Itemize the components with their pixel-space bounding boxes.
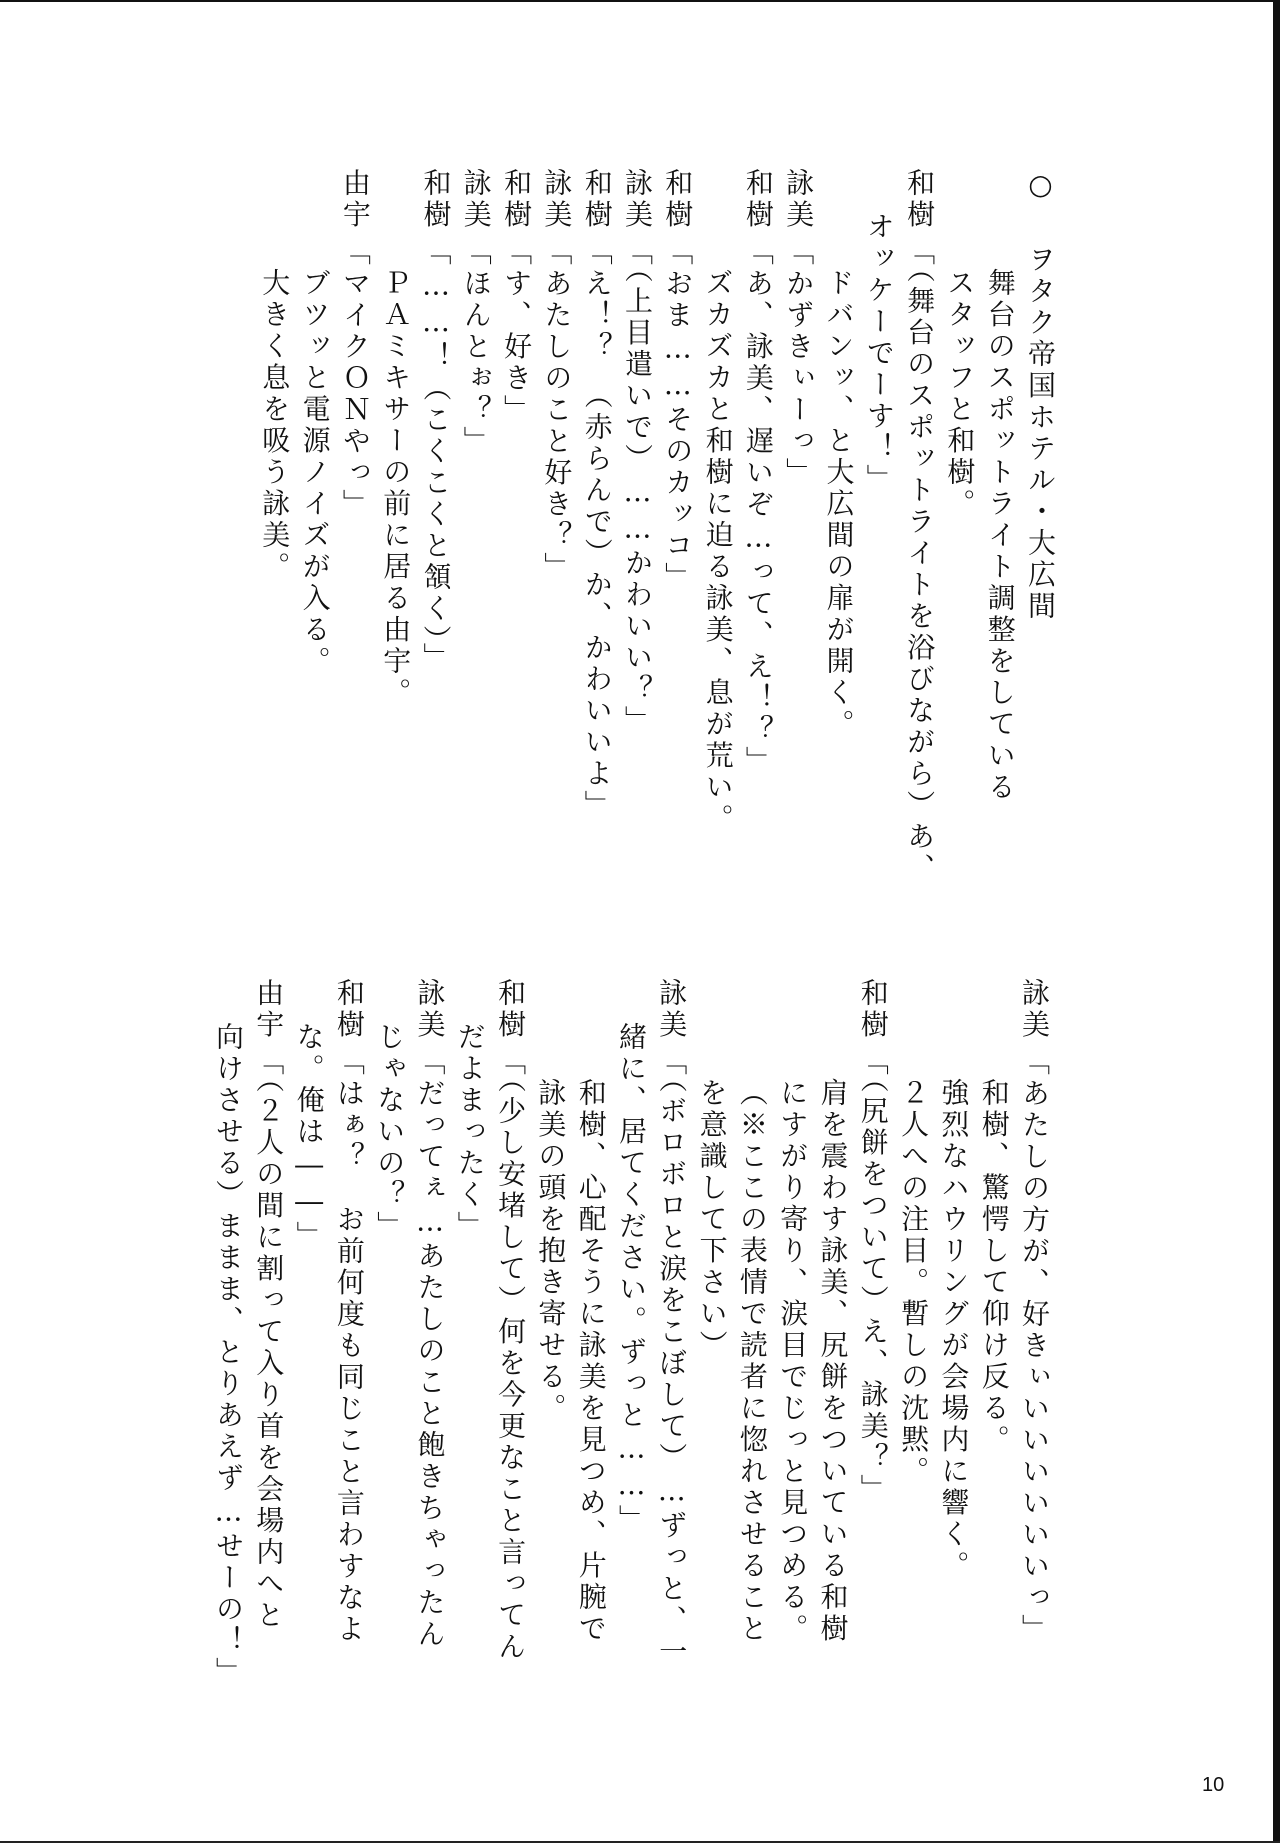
dialogue-continuation <box>289 1022 329 1253</box>
scene-mark-icon: ○ <box>1024 168 1057 205</box>
line-text: 詠美の頭を抱き寄せる。 <box>534 1078 568 1425</box>
line-text: 「え！？ （赤らんで）か、かわいいよ」 <box>580 237 614 822</box>
line-text: ＰＡミキサーの前に居る由宇。 <box>379 268 413 709</box>
page-number: 10 <box>1202 1774 1225 1796</box>
speaker-name: 詠美 <box>1018 978 1051 1041</box>
line-text: 肩を震わす詠美、尻餅をついている和樹 <box>816 1078 850 1645</box>
stage-direction <box>295 268 335 678</box>
page-edge <box>1273 2 1280 1843</box>
line-text: 「……！（こくこくと頷く）」 <box>419 237 453 674</box>
dialogue-line <box>1014 978 1054 1646</box>
dialogue-line <box>536 168 576 584</box>
line-text: 緒に、居てください。ずっと……」 <box>615 1022 648 1536</box>
speaker-name: 詠美 <box>459 168 493 231</box>
dialogue-line <box>416 168 456 674</box>
dialogue-continuation <box>611 1022 651 1536</box>
speaker-name: 詠美 <box>540 168 574 231</box>
speaker-name: 和樹 <box>419 168 453 231</box>
dialogue-line <box>456 168 496 458</box>
line-text: オッケーでーす！」 <box>862 212 896 496</box>
dialogue-line <box>778 168 818 489</box>
dialogue-continuation <box>859 212 899 496</box>
line-text: にすがり寄り、涙目でじっと見つめる。 <box>776 1078 810 1645</box>
dialogue-continuation <box>208 1022 248 1689</box>
stage-direction <box>692 1078 732 1362</box>
stage-direction <box>254 268 294 583</box>
speaker-name: 和樹 <box>856 978 890 1041</box>
line-text: 「（上目遣いで）……かわいい？」 <box>621 237 654 737</box>
line-text: を意識して下さい） <box>695 1078 729 1362</box>
dialogue-line <box>335 168 375 521</box>
dialogue-line <box>490 978 530 1663</box>
line-text: 和樹、驚愕して仰け反る。 <box>977 1078 1011 1456</box>
speaker-name: 詠美 <box>413 978 447 1041</box>
speaker-name: 詠美 <box>655 978 689 1041</box>
line-text: 「あたしのこと好き？」 <box>540 237 574 584</box>
line-text: 「（ボロボロと涙をこぼして）…ずっと、一 <box>655 1047 689 1668</box>
speaker-name: 和樹 <box>580 168 614 231</box>
dialogue-line <box>899 168 939 885</box>
speaker-name: 和樹 <box>903 168 937 231</box>
line-text: ドバンッ、と大広間の扉が開く。 <box>822 268 856 741</box>
stage-direction <box>819 268 859 741</box>
stage-direction <box>530 1078 570 1425</box>
speaker-name: 和樹 <box>494 978 528 1041</box>
dialogue-line <box>410 978 450 1651</box>
dialogue-line <box>657 168 697 594</box>
line-text: 「（舞台のスポットライトを浴びながら）あ、 <box>903 237 937 885</box>
line-text: 「かずきぃーっ」 <box>782 237 816 489</box>
line-text: 「（尻餅をついて）え、詠美？」 <box>856 1047 890 1506</box>
line-text: じゃないの？」 <box>373 1022 407 1243</box>
speaker-name: 和樹 <box>332 978 366 1041</box>
line-text: 強烈なハウリングが会場内に響く。 <box>937 1078 971 1582</box>
stage-direction <box>939 268 979 520</box>
dialogue-line <box>329 978 369 1646</box>
line-text: 「あたしの方が、好きぃいいいいいいっ」 <box>1018 1047 1051 1646</box>
speaker-name: 詠美 <box>782 168 816 231</box>
dialogue-line <box>738 168 778 778</box>
stage-direction <box>732 1078 772 1645</box>
line-text: 「ほんとぉ？」 <box>459 237 493 458</box>
stage-direction <box>571 1078 611 1645</box>
speaker-name: 和樹 <box>741 168 775 231</box>
dialogue-line <box>853 978 893 1506</box>
dialogue-line <box>577 168 617 822</box>
dialogue-continuation <box>450 1022 490 1243</box>
dialogue-continuation <box>369 1022 409 1243</box>
line-text: 舞台のスポットライト調整をしている <box>983 268 1017 804</box>
line-text: 「（２人の間に割って入り首を会場内へと <box>252 1047 286 1632</box>
stage-direction <box>813 1078 853 1645</box>
line-text: （※ここの表情で読者に惚れさせること <box>735 1078 769 1645</box>
stage-direction <box>698 268 738 835</box>
dialogue-line <box>651 978 691 1668</box>
line-text: ズカズカと和樹に迫る詠美、息が荒い。 <box>701 268 735 835</box>
speaker-name: 詠美 <box>621 168 654 231</box>
stage-direction <box>772 1078 812 1645</box>
line-text: 「あ、詠美、遅いぞ…って、え！？」 <box>741 237 775 778</box>
stage-direction <box>893 1078 933 1488</box>
dialogue-line <box>496 168 536 426</box>
scene-heading <box>1020 168 1060 623</box>
stage-direction <box>933 1078 973 1582</box>
line-text: 「マイクＯＮやっ」 <box>338 237 372 521</box>
stage-direction <box>980 268 1020 804</box>
line-text: 「はぁ？ お前何度も同じこと言わすなよ <box>332 1047 366 1646</box>
line-text: 「（少し安堵して）何を今更なこと言ってん <box>494 1047 528 1663</box>
line-text: 大きく息を吸う詠美。 <box>258 268 292 583</box>
speaker-name: 和樹 <box>661 168 695 231</box>
stage-direction <box>375 268 415 709</box>
line-text: 「す、好き」 <box>500 237 534 426</box>
line-text: ブツッと電源ノイズが入る。 <box>298 268 332 678</box>
dialogue-line <box>617 168 657 737</box>
line-text: 「だってぇ…あたしのこと飽きちゃったん <box>413 1047 447 1651</box>
speaker-name: 由宇 <box>252 978 286 1041</box>
line-text: ヲタク帝国ホテル・大広間 <box>1024 244 1057 623</box>
line-text: スタッフと和樹。 <box>943 268 977 520</box>
line-text: ２人への注目。暫しの沈黙。 <box>897 1078 931 1488</box>
line-text: 向けさせる）ままま、とりあえず…せーの！」 <box>212 1022 245 1689</box>
speaker-name: 由宇 <box>338 168 372 231</box>
speaker-name: 和樹 <box>500 168 534 231</box>
dialogue-line <box>248 978 288 1632</box>
line-text: な。俺は――」 <box>292 1022 326 1253</box>
stage-direction <box>974 1078 1014 1456</box>
line-text: だよまったく」 <box>453 1022 487 1243</box>
line-text: 「おま……そのカッコ」 <box>661 237 695 594</box>
line-text: 和樹、心配そうに詠美を見つめ、片腕で <box>574 1078 608 1645</box>
